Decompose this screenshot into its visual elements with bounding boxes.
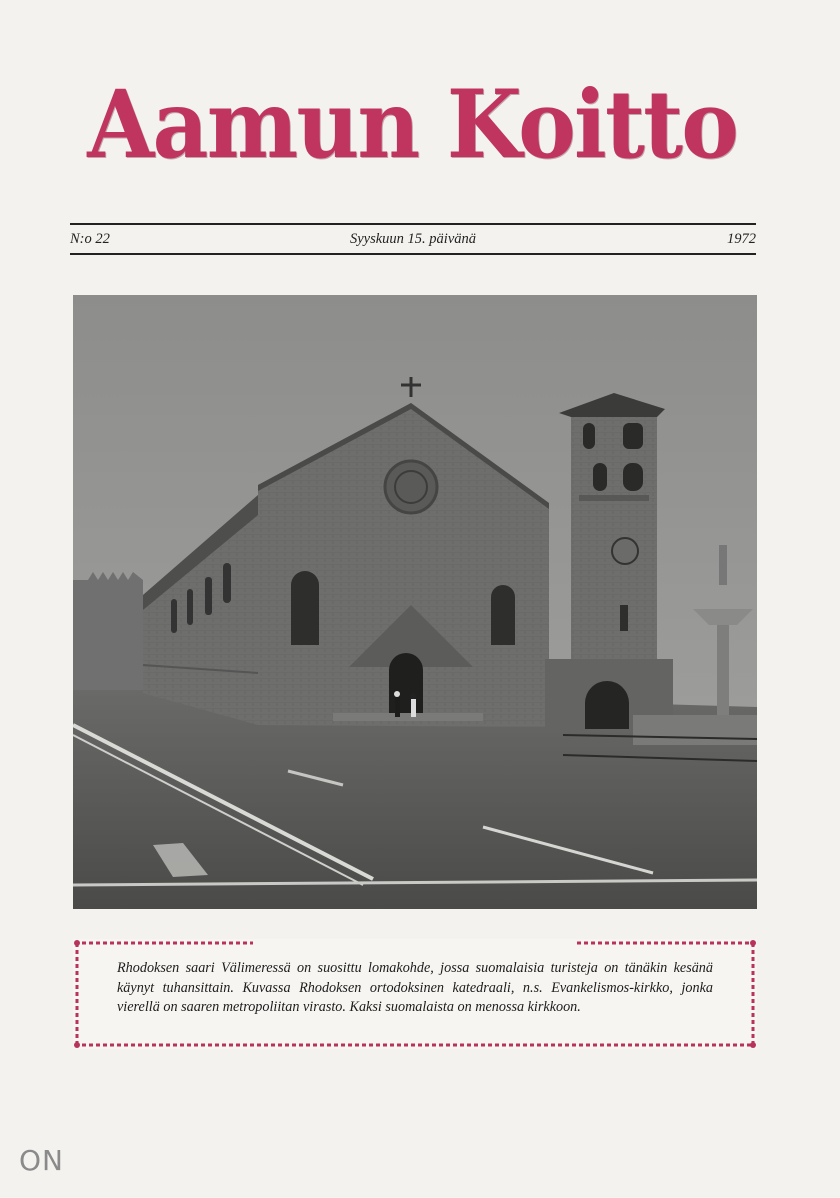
corner-stamp: ON (19, 1144, 64, 1177)
top-rule (70, 223, 756, 225)
masthead (82, 55, 742, 195)
issue-year: 1972 (727, 230, 756, 247)
photo-caption: Rhodoksen saari Välimeressä on suosittu lomakohde, jossa suomalaisia turisteja on tänäkin kesänä käynyt tuhansittain. Kuvassa Rhodoksen ortodoksinen katedraali, n.s. Evankelismos-kirkko, jonka vierellä on saaren metropoliitan virasto. Kaksi suomalaista on menossa kirkkoon. (117, 960, 713, 1015)
bottom-rule (70, 253, 756, 255)
issue-number: N:o 22 (70, 230, 110, 247)
cathedral-photo (73, 295, 757, 909)
issue-date: Syyskuun 15. päivänä (349, 230, 477, 247)
issue-info-line (70, 229, 756, 249)
masthead-title: Aamun Koitto (87, 70, 737, 180)
caption-box (73, 939, 757, 1049)
cathedral-illustration (73, 295, 757, 909)
